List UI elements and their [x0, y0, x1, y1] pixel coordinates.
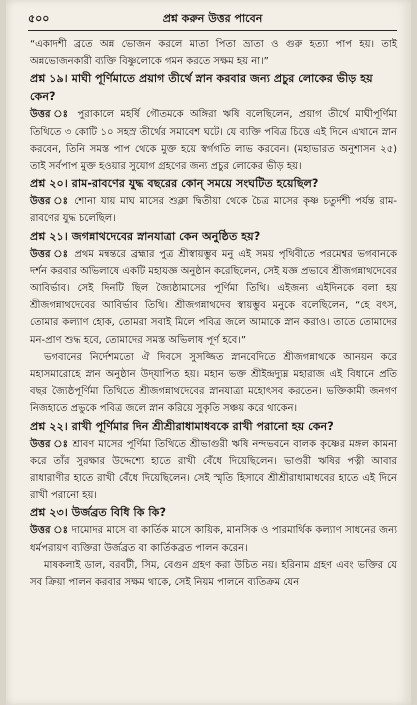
header-rule [28, 30, 397, 31]
question-heading [30, 175, 397, 193]
paragraph: “একাদশী ব্রতে অন্ন ভোজন করলে মাতা পিতা ভ্রাতা ও গুরু হত্যা পাপ হয়। তাই অন্নভোজনকারী ব্যক্তি বিষ্ণুলোকে গমন করতে সক্ষম হয় না।” [30, 39, 397, 68]
answer-paragraph [30, 246, 397, 349]
question-label: প্রশ্ন ২০। [30, 177, 68, 191]
question-heading [30, 228, 397, 246]
answer-paragraph [30, 106, 397, 175]
question-heading [30, 504, 397, 522]
question-label: প্রশ্ন ২১। [30, 229, 68, 243]
question-label: প্রশ্ন ১৯। [30, 72, 68, 86]
book-page [6, 0, 411, 705]
answer-paragraph [30, 193, 397, 227]
answer-label: উত্তর ঃ [30, 196, 70, 208]
page-number: ৫০০ [28, 12, 50, 25]
question-heading [30, 70, 397, 106]
running-title: প্রশ্ন করুন উত্তর পাবেন [162, 12, 263, 25]
page-body [30, 36, 397, 591]
paragraph: মাষকলাই ডাল, বরবটী, সিম, বেগুন গ্রহণ করা উচিত নয়। হরিনাম গ্রহণ এবং ভক্তির যে সব ক্রিয়া পালন করবার সক্ষম থাকে, সেই নিয়ম পালনে ব্যতিক্রম যেন [30, 559, 397, 589]
answer-text: প্রথম মন্বন্তরে ব্রহ্মার পুত্র শ্রীস্বায়ম্ভুব মনু এই সময় পৃথিবীতে পরমেশ্বর ভগবানকে দর্শন করবার অভিলাষে একটি মহাযজ্ঞ অনুষ্ঠান করেছিলেন, সেই যজ্ঞ প্রভাবে শ্রীজগন্নাথদেবের আবির্ভাব। সেই দিনটি ছিল জ্যৈষ্ঠামাসের পূর্ণিমা তিথি। এইজন্য এইদিনকে বলা হয় শ্রীজগন্নাথদেবের আবির্ভাব তিথি। শ্রীজগন্নাথদেব স্বায়ম্ভুব মনুকে বলেছিলেন, “হে বৎস, তোমার কল্যাণ হোক, তোমরা সবাই মিলে পবিত্র জলে আমাকে স্নান করাও। তাতে তোমাদের মন-প্রাণ শুদ্ধ হবে, তোমাদের সমস্ত অভিলাষ পূর্ণ হবে।” [30, 248, 397, 346]
paragraph: ভগবানের নির্দেশমতো ঐ দিবসে সুসজ্জিত স্নানবেদিতে শ্রীজগন্নাথকে আনয়ন করে মহাসমারোহে স্নান অনুষ্ঠান উদ্‌যাপিত হয়। মহান ভক্ত শ্রীইন্দ্রদ্যুম্ন মহারাজ এই বিধানে প্রতি বছর জ্যৈষ্ঠপূর্ণিমা তিথিতে শ্রীজগন্নাথদেবের স্নানযাত্রা মহোৎসব করতেন। ভক্তিকামী জনগণ নিজহাতে প্রভুকে পবিত্র জলে স্নান করিয়ে সুকৃতি সঞ্চয় করে থাকেন। [30, 351, 397, 415]
answer-text: দামোদর মাসে বা কার্তিক মাসে কায়িক, মানসিক ও পারমার্থিক কল্যাণ সাধনের জন্য ধর্মপরায়ণ ব্যক্তিরা উর্জব্রত বা কার্তিকব্রত পালন করেন। [30, 525, 398, 554]
question-text: মাঘী পূর্ণিমাতে প্রয়াগ তীর্থে স্নান করবার জন্য প্রচুর লোকের ভীড় হয় কেন? [30, 72, 373, 104]
question-heading [30, 418, 397, 436]
question-text: রাখী পূর্ণিমার দিন শ্রীশ্রীরাধামাধবকে রাখী পরানো হয় কেন? [71, 419, 334, 433]
answer-paragraph [30, 522, 397, 556]
answer-label: উত্তর ঃ [30, 525, 69, 537]
page-header [28, 10, 397, 28]
question-label: প্রশ্ন ২৩। [30, 506, 68, 520]
question-text: উর্জব্রত বিধি কি কি? [71, 506, 166, 520]
answer-text: শ্রাবণ মাসের পূর্ণিমা তিথিতে শ্রীভাগুরী ঋষি নন্দভবনে বালক কৃষ্ণের মঙ্গল কামনা করে তাঁর সুরক্ষার উদ্দেশ্যে হাতে রাখী বেঁধে দিয়েছিলেন। ভাণ্ডরী ঋষির পত্নী আবার রাধারাণীর হাতে রাখী বেঁধে দিয়েছিলেন। সেই স্মৃতি হিসাবে শ্রীশ্রীরাধামাধবের হাতে এই দিনে রাখী পরানো হয়। [30, 438, 397, 502]
answer-label: উত্তর ঃ [30, 109, 72, 121]
answer-text: পুরাকালে মহর্ষি গৌতমকে অঙ্গিরা ঋষি বলেছিলেন, প্রয়াগ তীর্থে মাঘীপূর্ণিমা তিথিতে ৩ কোটি ১০ সহস্র তীর্থের সমাবেশ ঘটে। যে ব্যক্তি পবিত্র চিত্তে এই দিনে এখানে স্নান করবেন, তিনি সমস্ত পাপ থেকে মুক্ত হয়ে স্বর্গগতি লাভ করবেন। (মহাভারত অনুশাসন ২৫) তাই সর্বপাপ মুক্ত হওয়ার সুযোগ গ্রহণের জন্য প্রচুর লোকের ভীড় হয়। [30, 109, 397, 173]
question-text: রাম-রাবণের যুদ্ধ বছরের কোন্‌ সময়ে সংঘটিত হয়েছিল? [71, 177, 319, 191]
answer-paragraph [30, 436, 397, 505]
question-label: প্রশ্ন ২২। [30, 419, 68, 433]
question-text: জগন্নাথদেবের স্নানযাত্রা কেন অনুষ্ঠিত হয়? [71, 229, 261, 243]
answer-label: উত্তর ঃ [30, 438, 69, 450]
answer-text: শোনা যায় মাঘ মাসের শুক্লা দ্বিতীয়া থেকে চৈত্র মাসের কৃষ্ণ চতুর্দশী পর্যন্ত রাম-রাবণের যুদ্ধ চলেছিল। [30, 196, 398, 225]
answer-label: উত্তর ঃ [30, 248, 70, 260]
